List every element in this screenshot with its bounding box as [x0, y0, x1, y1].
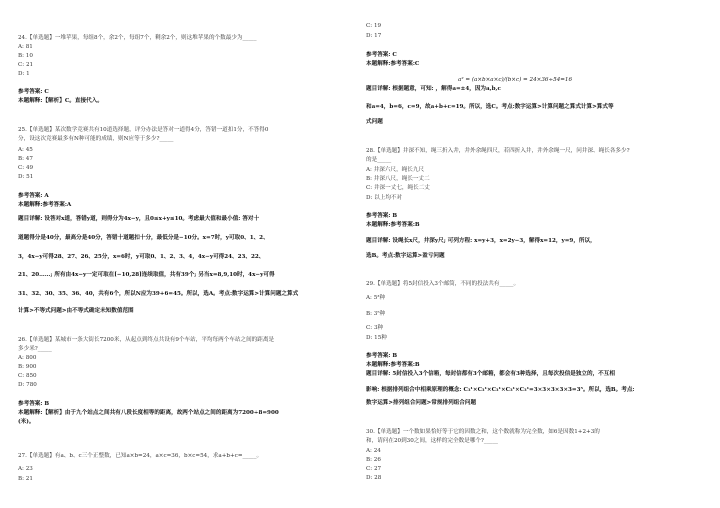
option-a: A: 5³种: [366, 295, 386, 301]
detail-28-line-2: 选B。考点:数字运算>盈亏问题: [366, 253, 445, 259]
formula-27: a² = (a×b×a×c)/(b×c) = 24×36÷54=16: [458, 77, 573, 83]
question-29-stem: 29.【单选题】将5封信投入3个邮筒，不同的投法共有_____。: [366, 281, 520, 287]
detail-27-line-3: 式问题: [366, 119, 383, 125]
explanation-25: 本题解释:参考答案:A: [18, 202, 72, 208]
detail-28-line-1: 题目详解: 设绳长x尺，井深y尺; 可列方程: x=y+3，x=2y−3，解得x=12，y=9，所以，: [366, 238, 596, 244]
option-d: D: 51: [18, 174, 34, 180]
option-d: D: 1: [18, 71, 30, 77]
detail-25-line-1: 题目详解: 设答对x道，答错y道，则得分为4x−y，且0≤x+y≤10。考虑最大值和最小值: 答对十: [18, 216, 260, 222]
question-25-stem-cont: 分，设这次竞赛最多有N种可能的成绩，则N应等于多少?_____: [18, 136, 174, 142]
question-28-stem-cont: 的是_____: [366, 157, 392, 163]
option-b: B: 井深八尺，绳长一丈二: [366, 176, 430, 182]
option-a: A: 800: [18, 355, 37, 361]
option-c: C: 850: [18, 373, 37, 379]
question-26-stem: 26.【单选题】某城市一条大街长7200米，从起点到终点共设有9个车站，平均每两个车站之间的距离是: [18, 337, 275, 343]
detail-29-line-2: 影响: 根据排列组合中相乘原理的概念: C₃¹×C₃¹×C₃¹×C₃¹×C₃¹=3×3×3×3×3=3⁵。所以，选B。考点:: [366, 387, 635, 393]
explanation-28: 本题解释:参考答案:B: [366, 222, 420, 228]
option-c: C: 27: [366, 466, 382, 472]
option-a: A: 23: [18, 466, 33, 472]
answer-29: 参考答案: B: [366, 353, 398, 359]
question-30-stem-cont: 和，请问在20到30之间，这样的完全数是哪个?_____: [366, 438, 498, 444]
option-b: B: 21: [18, 476, 33, 482]
answer-28: 参考答案: B: [366, 213, 398, 219]
detail-25-line-6: 计算>不等式问题>由不等式确定未知数值范围: [18, 308, 134, 314]
left-column: [18, 0, 346, 508]
option-b: B: 10: [18, 53, 33, 59]
option-d: D: 780: [18, 382, 37, 388]
answer-26: 参考答案: B: [18, 401, 50, 407]
explanation-26: 本题解释:【解析】由于九个站点之间共有八段长度相等的距离，故两个站点之间的距离为7200÷8=900: [18, 410, 279, 416]
option-c: C: 井深一丈七，绳长二丈: [366, 185, 430, 191]
detail-25-line-2: 道题得分是40分，最高分是40分，答错十道题扣十分，最低分是−10分。x=7时，y可取0、1、2、: [18, 235, 269, 241]
option-c: C: 21: [18, 62, 34, 68]
detail-25-line-3: 3，4x−y可得28、27、26、25分，x=6时，y可取0、1、2、3、4，4x−y可得24、23、22、: [18, 254, 265, 260]
explanation-24: 本题解释:【解析】C。直接代入。: [18, 98, 103, 104]
question-24-stem: 24.【单选题】一堆苹果，每组8个，余2个，每组7个，剩余2个，则这堆苹果的个数最少为_____: [18, 35, 257, 41]
explanation-27: 本题解释:参考答案:C: [366, 61, 420, 67]
option-a: A: 24: [366, 448, 381, 454]
option-b: B: 26: [366, 457, 381, 463]
option-b: B: 3⁵种: [366, 311, 386, 317]
option-a: A: 井深六尺，绳长九尺: [366, 167, 425, 173]
option-c: C: 49: [18, 165, 34, 171]
option-d: D: 以上均不对: [366, 195, 403, 201]
option-a: A: 81: [18, 44, 33, 50]
detail-29-line-1: 题目详解: 5封信投入3个信箱，每封信都有3个邮箱，都会有3种选择，且每次投信是独立的，不互相: [366, 371, 615, 377]
option-d: D: 15种: [366, 335, 387, 341]
option-b: B: 47: [18, 156, 33, 162]
question-26-stem-cont: 多少米?_____: [18, 346, 52, 352]
option-c: C: 19: [366, 23, 382, 29]
option-a: A: 45: [18, 147, 33, 153]
answer-25: 参考答案: A: [18, 193, 49, 199]
question-28-stem: 28.【单选题】井深不知，绳三折入井，井外余绳四尺，若四折入井，井外余绳一尺，问井深、绳长各多少?: [366, 148, 630, 154]
question-30-stem: 30.【单选题】一个数如果恰好等于它的因数之和，这个数就称为完全数，如6是因数1+2+3的: [366, 429, 600, 435]
detail-29-line-3: 数字运算>排列组合问题>常规排列组合问题: [366, 400, 477, 406]
question-27-stem: 27.【单选题】有a、b、c三个正整数，已知a×b=24，a×c=36，b×c=54，求a+b+c=_____。: [18, 453, 263, 459]
detail-25-line-4: 21、20……; 所有由4x−y一定可取在[−10,28]连续取值，共有39个; 另当x=8,9,10时，4x−y可得: [18, 272, 275, 278]
explanation-26-cont: (米)。: [18, 419, 35, 425]
answer-27: 参考答案: C: [366, 52, 397, 58]
detail-27-line-1: 题目详解: 根据题意，可知: ，解得a=±4，因为a,b,c: [366, 86, 501, 92]
question-25-stem: 25.【单选题】某次数学竞赛共有10道选择题，评分办法是答对一道得4分，答错一道扣1分，不答得0: [18, 127, 269, 133]
detail-27-line-2: 和a=4，b=6，c=9，故a+b+c=19。所以，选C。考点:数字运算>计算问题之算式计算>算式等: [366, 104, 614, 110]
detail-25-line-5: 31、32、30、35、36、40，共有6个，所以N应为39+6=45。所以，选A。考点:数字运算>计算问题之算式: [18, 291, 299, 297]
option-d: D: 17: [366, 33, 382, 39]
explanation-29: 本题解释:参考答案:B: [366, 362, 420, 368]
option-d: D: 28: [366, 475, 382, 481]
option-c: C: 3种: [366, 325, 384, 331]
option-b: B: 900: [18, 364, 37, 370]
answer-24: 参考答案: C: [18, 89, 49, 95]
right-column: [366, 0, 694, 508]
